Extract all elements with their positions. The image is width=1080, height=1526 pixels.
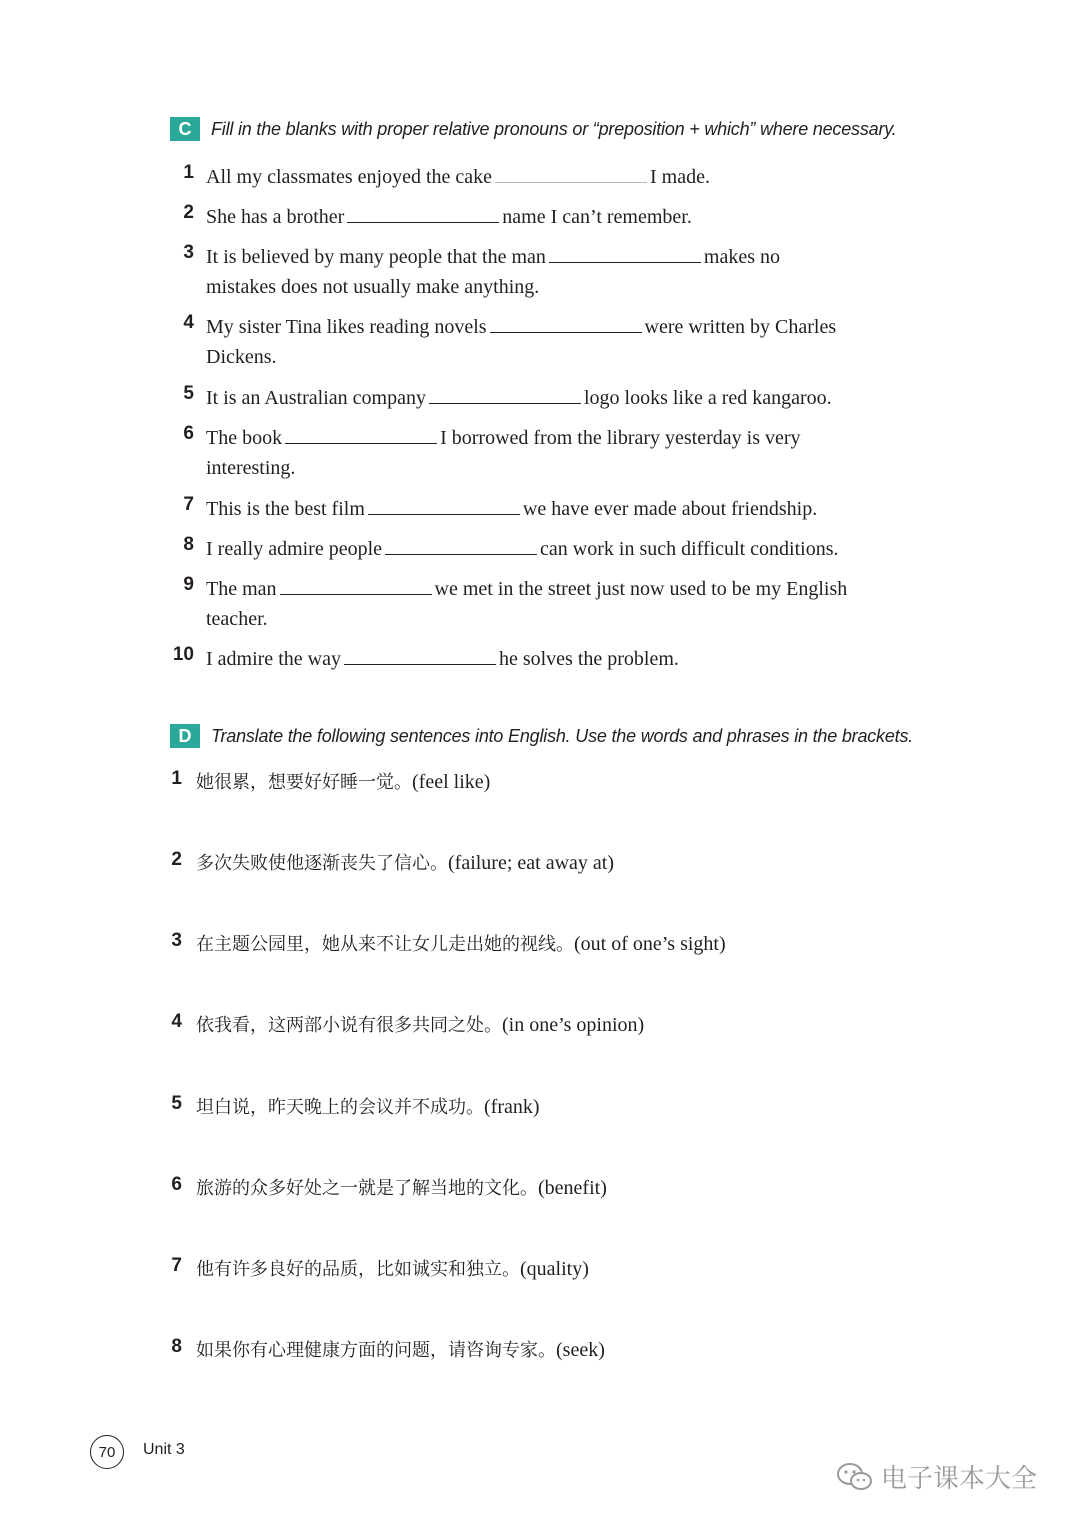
answer-blank[interactable]	[285, 425, 437, 444]
exercise-d-item	[164, 930, 924, 960]
watermark	[835, 1458, 1037, 1495]
section-d-instruction: Translate the following sentences into English. Use the words and phrases in the brackets.	[211, 725, 914, 746]
answer-blank[interactable]	[385, 536, 537, 555]
exercise-d-item	[164, 1174, 924, 1204]
item-number: 8	[171, 1336, 182, 1357]
item-number: 1	[171, 768, 182, 789]
exercise-c-item	[168, 494, 928, 524]
hint-phrase: (in one’s opinion)	[502, 1014, 645, 1036]
exercise-c-item	[168, 383, 928, 413]
section-c-badge: C	[170, 117, 200, 141]
item-number: 3	[183, 242, 194, 263]
exercise-d-item	[164, 1093, 924, 1123]
text-after-blank: name I can’t remember.	[502, 206, 692, 228]
chinese-sentence: 坦白说，昨天晚上的会议并不成功。	[196, 1097, 484, 1118]
section-d-badge: D	[170, 724, 200, 748]
exercise-c-item	[168, 534, 928, 564]
item-text	[206, 242, 928, 302]
answer-blank[interactable]	[549, 244, 701, 263]
item-text	[206, 534, 928, 564]
chinese-sentence-line	[196, 1336, 605, 1365]
text-before-blank: The book	[206, 427, 283, 449]
exercise-d-item	[164, 768, 924, 798]
hint-phrase: (frank)	[484, 1096, 540, 1118]
chinese-sentence: 旅游的众多好处之一就是了解当地的文化。	[196, 1178, 538, 1199]
text-after-blank: we met in the street just now used to be my English	[434, 578, 848, 600]
chinese-sentence-line	[196, 849, 614, 878]
chinese-sentence-line	[196, 930, 726, 959]
watermark-text: 电子课本大全	[881, 1464, 1038, 1494]
text-before-blank: It is believed by many people that the man	[206, 246, 546, 268]
answer-blank[interactable]	[347, 204, 499, 223]
item-text	[206, 202, 928, 232]
exercise-d-item	[164, 1336, 924, 1366]
exercise-c-item	[168, 312, 928, 372]
item-text	[206, 494, 928, 524]
exercise-d-item	[164, 1255, 924, 1285]
item-text	[206, 162, 928, 192]
text-after-blank: were written by Charles	[644, 316, 837, 338]
item-text	[206, 312, 928, 372]
chinese-sentence-line	[196, 1011, 644, 1040]
section-d-header	[170, 722, 913, 750]
exercise-c-item	[168, 423, 928, 483]
chinese-sentence: 如果你有心理健康方面的问题，请咨询专家。	[196, 1340, 556, 1361]
item-number: 1	[183, 162, 194, 183]
text-before-blank: My sister Tina likes reading novels	[206, 316, 487, 338]
chinese-sentence-line	[196, 1255, 589, 1284]
text-continuation: teacher.	[206, 608, 268, 630]
text-after-blank: I borrowed from the library yesterday is very	[440, 427, 801, 449]
text-after-blank: we have ever made about friendship.	[522, 498, 818, 520]
text-before-blank: It is an Australian company	[206, 387, 426, 409]
chinese-sentence-line	[196, 768, 490, 797]
page-number: 70	[90, 1435, 124, 1469]
text-before-blank: The man	[206, 578, 277, 600]
hint-phrase: (out of one’s sight)	[574, 933, 726, 955]
hint-phrase: (seek)	[556, 1339, 605, 1361]
text-before-blank: She has a brother	[206, 206, 345, 228]
text-after-blank: makes no	[703, 246, 780, 268]
hint-phrase: (quality)	[520, 1258, 589, 1280]
text-before-blank: This is the best film	[206, 498, 365, 520]
chinese-sentence: 她很累，想要好好睡一觉。	[196, 772, 412, 793]
item-number: 2	[183, 202, 194, 223]
item-number: 2	[171, 849, 182, 870]
section-c-header	[170, 115, 897, 143]
text-before-blank: I admire the way	[206, 648, 341, 670]
chinese-sentence: 在主题公园里，她从来不让女儿走出她的视线。	[196, 934, 574, 955]
hint-phrase: (feel like)	[412, 771, 491, 793]
answer-blank[interactable]	[280, 576, 432, 595]
hint-phrase: (benefit)	[538, 1177, 607, 1199]
section-c-instruction: Fill in the blanks with proper relative pronouns or “preposition + which” where necessary.	[211, 118, 897, 139]
item-number: 10	[172, 644, 194, 665]
answer-blank[interactable]	[490, 314, 642, 333]
item-number: 5	[183, 383, 194, 404]
item-number: 8	[183, 534, 194, 555]
exercise-c-item	[168, 644, 928, 674]
item-text	[206, 383, 928, 413]
chinese-sentence-line	[196, 1174, 607, 1203]
chinese-sentence: 依我看，这两部小说有很多共同之处。	[196, 1015, 502, 1036]
item-number: 7	[183, 494, 194, 515]
item-number: 6	[183, 423, 194, 444]
text-continuation: Dickens.	[206, 346, 277, 368]
answer-blank[interactable]	[368, 496, 520, 515]
exercise-c-item	[168, 202, 928, 232]
text-continuation: mistakes does not usually make anything.	[206, 276, 540, 298]
exercise-d-item	[164, 1011, 924, 1041]
text-before-blank: I really admire people	[206, 538, 383, 560]
text-after-blank: can work in such difficult conditions.	[540, 538, 839, 560]
chinese-sentence-line	[196, 1093, 540, 1122]
chinese-sentence: 他有许多良好的品质，比如诚实和独立。	[196, 1259, 520, 1280]
exercise-c-item	[168, 242, 928, 302]
text-before-blank: All my classmates enjoyed the cake	[206, 166, 493, 188]
text-continuation: interesting.	[206, 457, 296, 479]
item-number: 4	[183, 312, 194, 333]
item-text	[206, 574, 928, 634]
item-number: 3	[171, 930, 182, 951]
wechat-icon	[835, 1461, 875, 1493]
item-number: 6	[171, 1174, 182, 1195]
item-number: 7	[171, 1255, 182, 1276]
exercise-d-item	[164, 849, 924, 879]
answer-blank[interactable]	[344, 646, 496, 665]
item-text	[206, 644, 928, 674]
item-number: 4	[171, 1011, 182, 1032]
answer-blank[interactable]	[495, 164, 647, 183]
text-after-blank: logo looks like a red kangaroo.	[583, 387, 832, 409]
text-after-blank: he solves the problem.	[498, 648, 679, 670]
exercise-c-item	[168, 162, 928, 192]
text-after-blank: I made.	[650, 166, 710, 188]
hint-phrase: (failure; eat away at)	[448, 852, 615, 874]
exercise-c-item	[168, 574, 928, 634]
chinese-sentence: 多次失败使他逐渐丧失了信心。	[196, 853, 448, 874]
answer-blank[interactable]	[429, 385, 581, 404]
item-number: 5	[171, 1093, 182, 1114]
item-number: 9	[183, 574, 194, 595]
item-text	[206, 423, 928, 483]
unit-label: Unit 3	[143, 1441, 185, 1458]
